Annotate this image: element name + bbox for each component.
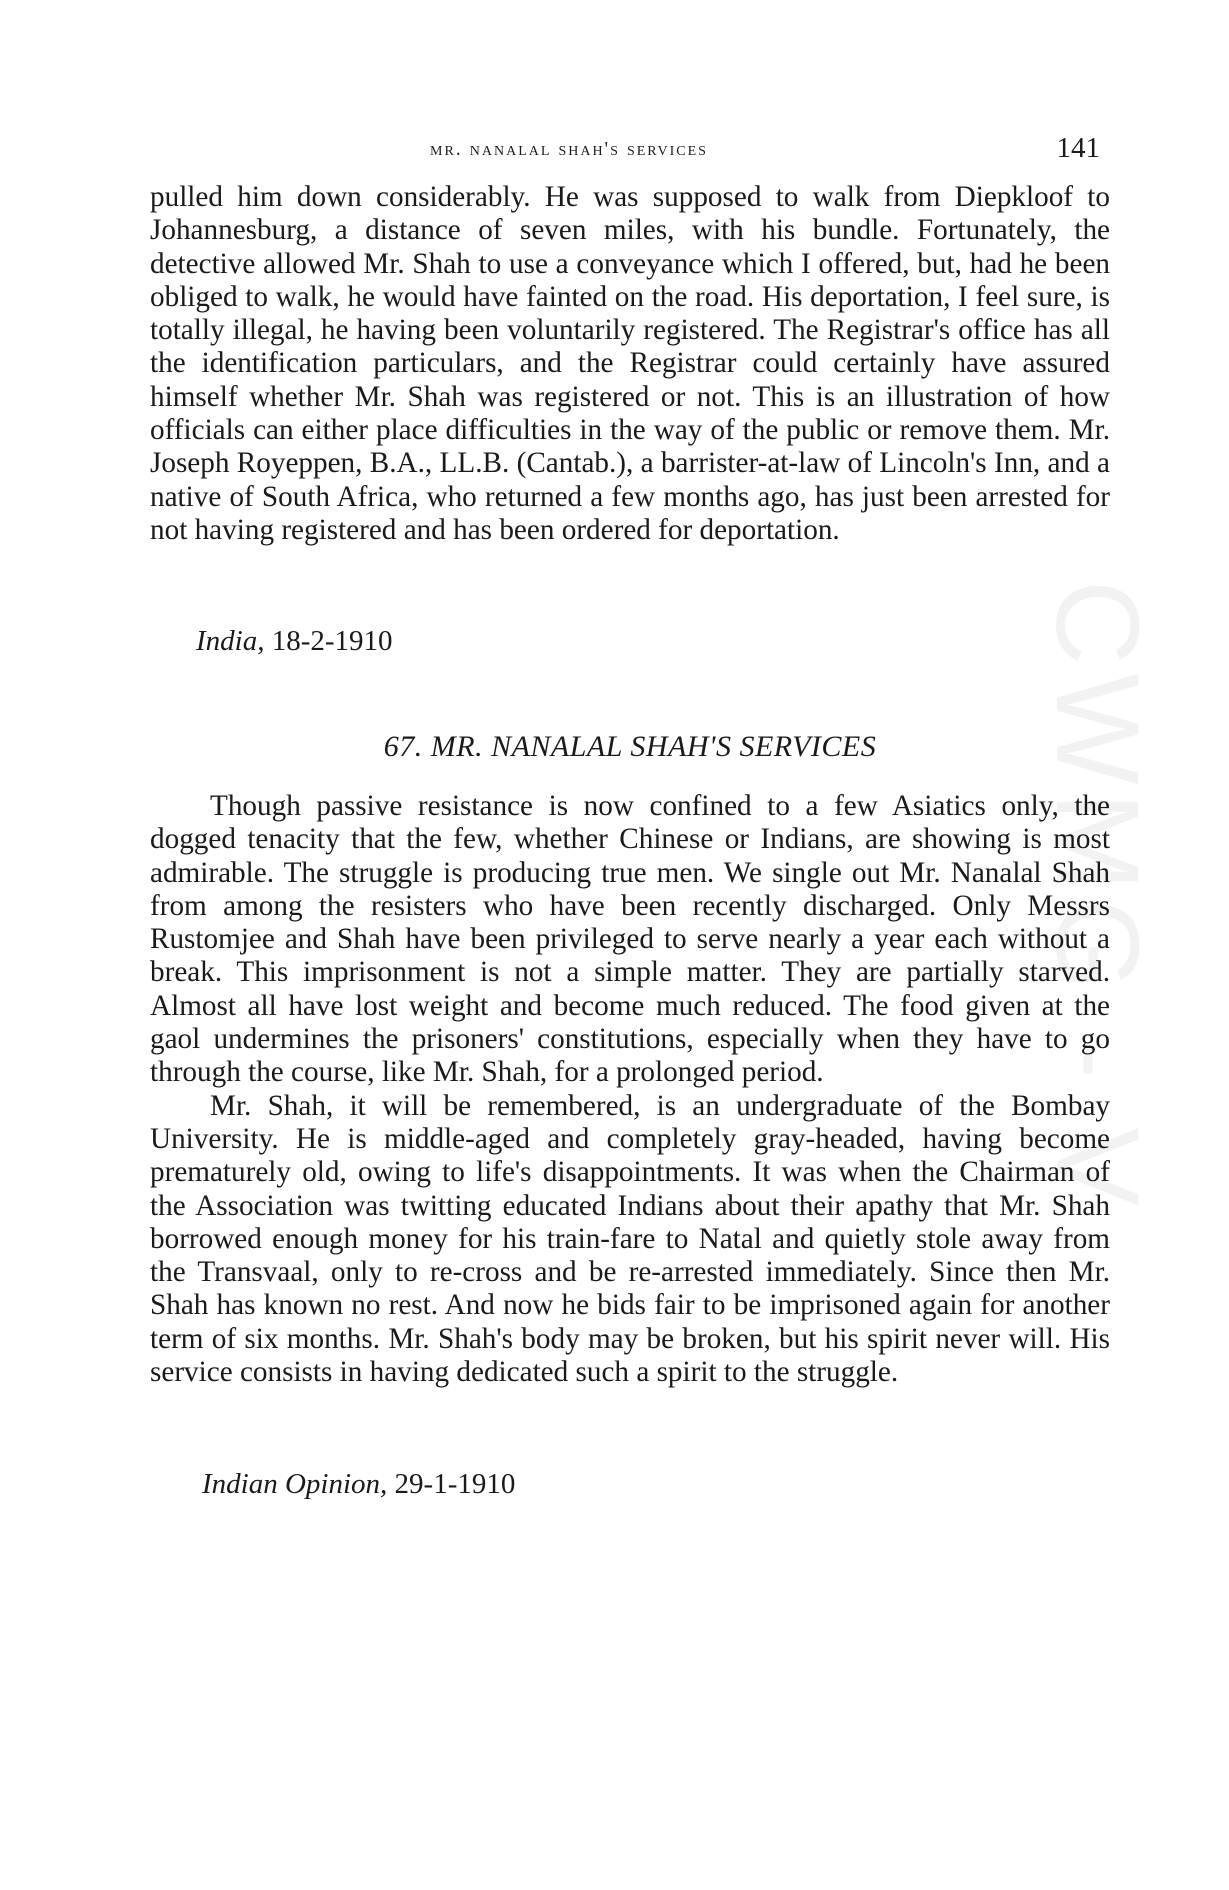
source-citation <box>196 625 393 658</box>
source-citation <box>202 1468 515 1501</box>
paragraph: Mr. Shah, it will be remembered, is an undergraduate of the Bombay University. He is middle-aged and completely gray-headed, having become prematurely old, owing to life's disappointments. It was when the Chairman of the Association was twitting educated Indians about their apathy that Mr. Shah borrowed enough money for his train-fare to Natal and quietly stole away from the Transvaal, only to re-cross and be re-arrested immediately. Since then Mr. Shah has known no rest. And now he bids fair to be imprisoned again for another term of six months. Mr. Shah's body may be broken, but his spirit never will. His service consists in having dedicated such a spirit to the struggle. <box>150 1089 1110 1389</box>
source-date: 18-2-1910 <box>271 625 393 657</box>
paragraph: Though passive resistance is now confined to a few Asiatics only, the dogged tenacity that the few, whether Chinese or Indians, are showing is most admirable. The struggle is producing true men. We single out Mr. Nanalal Shah from among the resisters who have been recently discharged. Only Messrs Rustomjee and Shah have been privileged to serve nearly a year each without a break. This imprisonment is not a simple matter. They are partially starved. Almost all have lost weight and become much reduced. The food given at the gaol undermines the prisoners' constitutions, especially when they have to go through the course, like Mr. Shah, for a prolonged period. <box>150 790 1110 1089</box>
source-date: 29-1-1910 <box>394 1468 516 1500</box>
watermark <box>1031 560 1175 1320</box>
running-title: mr. nanalal shah's services <box>430 138 708 160</box>
continued-article-text <box>150 181 1110 547</box>
paragraph: pulled him down considerably. He was supposed to walk from Diepkloof to Johannesburg, a distance of seven miles, with his bundle. Fortunately, the detective allowed Mr. Shah to use a conveyance which I offered, but, had he been obliged to walk, he would have fainted on the road. His deportation, I feel sure, is totally illegal, he having been voluntarily registered. The Registrar's office has all the identification particulars, and the Registrar could certainly have assured himself whether Mr. Shah was registered or not. This is an illustration of how officials can either place difficulties in the way of the public or remove them. Mr. Joseph Royeppen, B.A., LL.B. (Cantab.), a barrister-at-law of Lincoln's Inn, and a native of South Africa, who returned a few months ago, has just been arrested for not having registered and has been ordered for deportation. <box>150 181 1110 546</box>
article-heading: 67. MR. NANALAL SHAH'S SERVICES <box>383 730 877 763</box>
running-header <box>150 132 1110 172</box>
source-publication: India, <box>196 625 265 657</box>
source-publication: Indian Opinion, <box>202 1468 388 1500</box>
watermark-text: CWMG - V <box>1031 580 1163 1215</box>
article-body <box>150 790 1110 1389</box>
page-number: 141 <box>1056 132 1100 164</box>
